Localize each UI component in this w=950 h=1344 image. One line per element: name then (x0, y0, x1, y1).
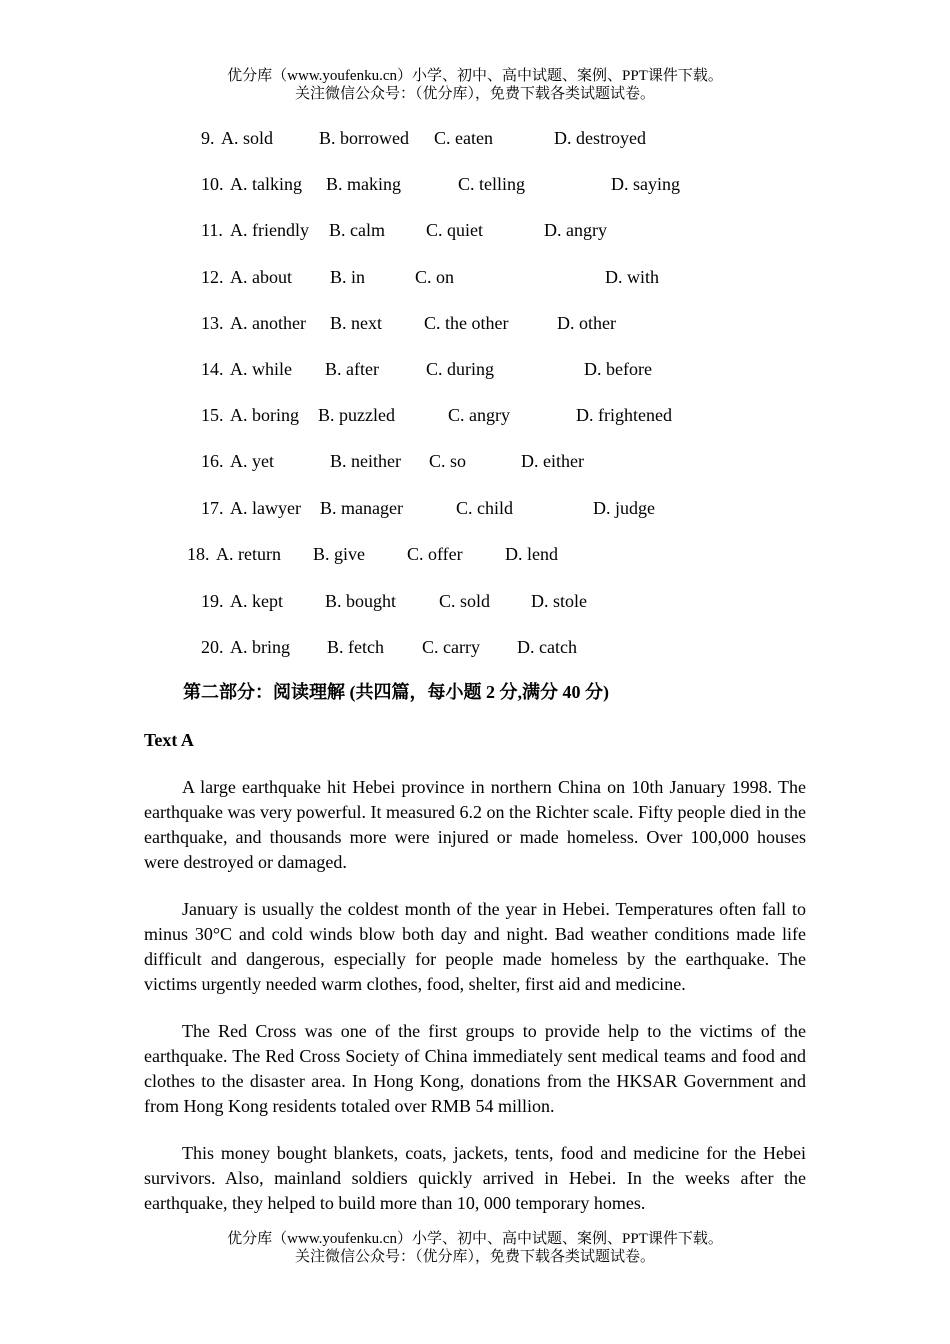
option-a: A. another (230, 313, 306, 333)
question-row-11 (0, 218, 950, 242)
option-b: B. next (330, 313, 382, 333)
question-row-16 (0, 449, 950, 473)
option-b: B. give (313, 544, 365, 564)
question-number: 19. (201, 591, 224, 611)
option-c: C. on (415, 267, 455, 287)
option-a: A. while (230, 359, 292, 379)
footer-line-1: 优分库（www.youfenku.cn）小学、初中、高中试题、案例、PPT课件下载。 (227, 1231, 723, 1247)
text-title: Text A (144, 730, 194, 750)
option-d: D. catch (517, 637, 577, 657)
option-c: C. during (426, 359, 495, 379)
option-b: B. fetch (327, 637, 384, 657)
question-row-9 (0, 126, 950, 150)
paragraph-2: January is usually the coldest month of the year in Hebei. Temperatures often fall to minus 30°C and cold winds blow both day and night. Bad weather conditions made life difficult and dangerous, especially for people made homeless by the earthquake. The victims urgently needed warm clothes, food, shelter, first aid and medicine. (144, 899, 806, 994)
option-d: D. frightened (576, 405, 672, 425)
question-number: 11. (201, 220, 223, 240)
question-row-20 (0, 635, 950, 659)
option-d: D. lend (505, 544, 558, 564)
question-row-13 (0, 311, 950, 335)
option-d: D. with (605, 267, 659, 287)
option-d: D. destroyed (554, 128, 646, 148)
question-number: 14. (201, 359, 224, 379)
option-a: A. boring (230, 405, 299, 425)
option-c: C. carry (422, 637, 480, 657)
question-row-12 (0, 265, 950, 289)
option-b: B. bought (325, 591, 397, 611)
option-b: B. puzzled (318, 405, 395, 425)
option-b: B. making (326, 174, 401, 194)
question-number: 12. (201, 267, 224, 287)
paragraph-3: The Red Cross was one of the first groups to provide help to the victims of the earthquake. The Red Cross Society of China immediately sent medical teams and food and clothes to the disaster area. In Hong Kong, donations from the HKSAR Government and from Hong Kong residents totaled over RMB 54 million. (144, 1021, 806, 1116)
question-number: 20. (201, 637, 224, 657)
question-number: 9. (201, 128, 215, 148)
question-row-14 (0, 357, 950, 381)
option-c: C. telling (458, 174, 525, 194)
question-number: 13. (201, 313, 224, 333)
option-a: A. return (216, 544, 281, 564)
option-c: C. sold (439, 591, 491, 611)
header-line-2: 关注微信公众号：（优分库），免费下载各类试题试卷。 (294, 86, 655, 102)
question-number: 10. (201, 174, 224, 194)
option-a: A. about (230, 267, 292, 287)
option-a: A. yet (230, 451, 274, 471)
question-number: 17. (201, 498, 224, 518)
header-line-1: 优分库（www.youfenku.cn）小学、初中、高中试题、案例、PPT课件下载。 (227, 68, 723, 84)
question-row-18 (0, 542, 950, 566)
question-row-19 (0, 589, 950, 613)
option-d: D. before (584, 359, 652, 379)
option-a: A. sold (221, 128, 274, 148)
option-d: D. either (521, 451, 584, 471)
option-b: B. in (330, 267, 366, 287)
question-number: 18. (187, 544, 210, 564)
footer-line-2: 关注微信公众号：（优分库），免费下载各类试题试卷。 (294, 1249, 655, 1265)
option-b: B. calm (329, 220, 385, 240)
option-d: D. angry (544, 220, 607, 240)
option-a: A. lawyer (230, 498, 301, 518)
option-b: B. manager (320, 498, 403, 518)
question-row-10 (0, 172, 950, 196)
page-footer (0, 1230, 950, 1266)
option-b: B. borrowed (319, 128, 409, 148)
option-c: C. offer (407, 544, 463, 564)
option-a: A. kept (230, 591, 283, 611)
option-a: A. friendly (230, 220, 309, 240)
question-number: 15. (201, 405, 224, 425)
page-header (0, 67, 950, 103)
paragraph-1: A large earthquake hit Hebei province in northern China on 10th January 1998. The earthquake was very powerful. It measured 6.2 on the Richter scale. Fifty people died in the earthquake, and thousands more were injured or made homeless. Over 100,000 houses were destroyed or damaged. (144, 777, 806, 872)
option-a: A. bring (230, 637, 290, 657)
option-c: C. the other (424, 313, 509, 333)
option-b: B. neither (330, 451, 401, 471)
option-b: B. after (325, 359, 379, 379)
paragraph-4: This money bought blankets, coats, jackets, tents, food and medicine for the Hebei survivors. Also, mainland soldiers quickly arrived in Hebei. In the weeks after the earthquake, they helped to build more than 10, 000 temporary homes. (144, 1143, 806, 1213)
option-c: C. quiet (426, 220, 483, 240)
option-d: D. judge (593, 498, 655, 518)
question-number: 16. (201, 451, 224, 471)
option-c: C. angry (448, 405, 510, 425)
option-d: D. other (557, 313, 616, 333)
option-a: A. talking (230, 174, 302, 194)
option-c: C. so (429, 451, 467, 471)
option-c: C. eaten (434, 128, 493, 148)
question-row-15 (0, 403, 950, 427)
option-d: D. stole (531, 591, 587, 611)
option-c: C. child (456, 498, 513, 518)
option-d: D. saying (611, 174, 680, 194)
question-row-17 (0, 496, 950, 520)
section-title: 第二部分：阅读理解 (共四篇，每小题 2 分,满分 40 分) (183, 682, 609, 702)
